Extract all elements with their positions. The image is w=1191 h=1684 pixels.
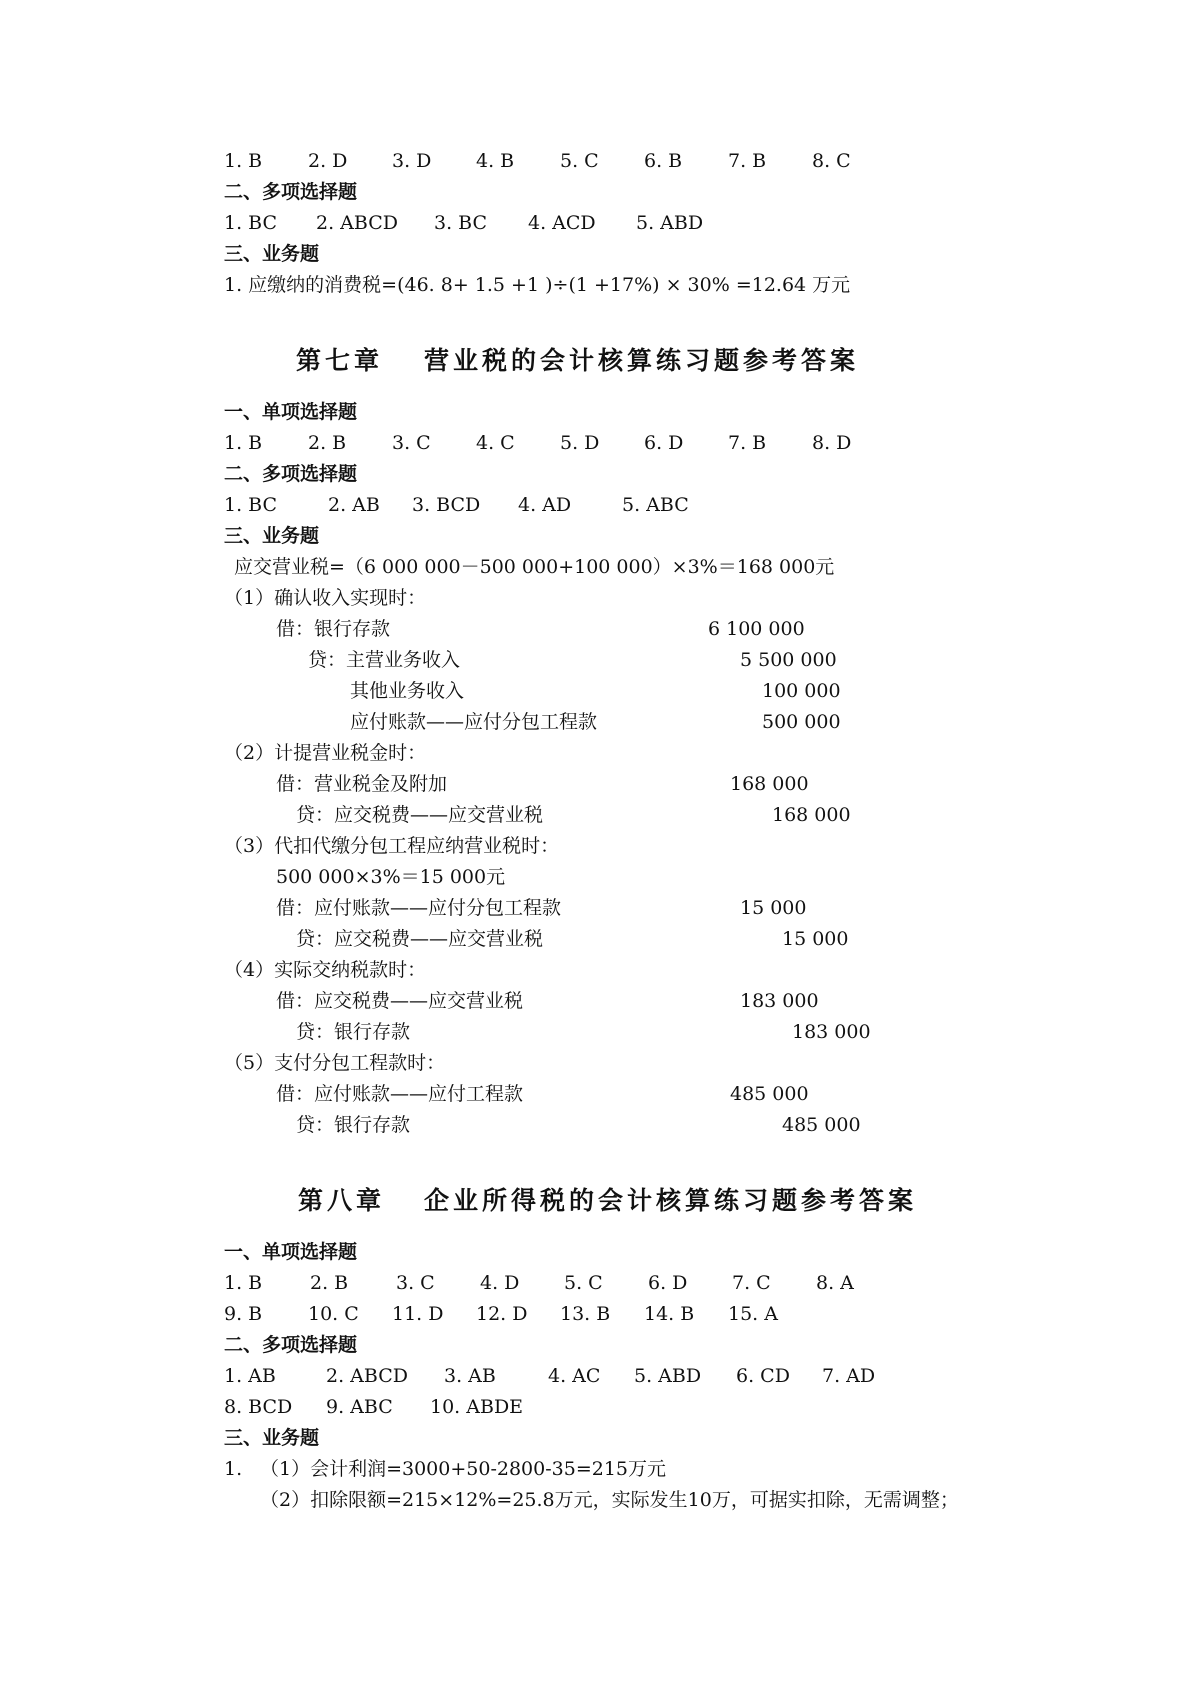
- multi-choice-answers: [0, 1361, 1191, 1391]
- single-choice-answers: [0, 428, 1191, 458]
- answer-item: 2. B: [308, 432, 347, 454]
- journal-entry-credit: 贷：银行存款 485 000: [0, 1110, 1191, 1140]
- answer-item: 1. BC: [224, 494, 278, 516]
- deduction-limit: （2）扣除限额=215×12%=25.8万元，实际发生10万，可据实扣除，无需调整；: [260, 1489, 959, 1511]
- amount: 6 100 000: [708, 618, 805, 640]
- answer-item: 4. C: [476, 432, 515, 454]
- consumption-tax-formula: 1. 应缴纳的消费税=(46. 8+ 1.5 +1 )÷(1 +17%) × 30% =12.64 万元: [224, 274, 851, 296]
- answer-item: 8. BCD: [224, 1396, 293, 1418]
- journal-entry-debit: 借：应付账款——应付分包工程款 15 000: [0, 893, 1191, 923]
- answer-item: 6. D: [648, 1272, 688, 1294]
- answer-item: 8. C: [812, 150, 851, 172]
- journal-entry-credit: 应付账款——应付分包工程款 500 000: [0, 707, 1191, 737]
- answer-item: 3. C: [392, 432, 431, 454]
- step-heading: （2）计提营业税金时：: [224, 742, 427, 764]
- journal-entry-credit: 贷：应交税费——应交营业税 15 000: [0, 924, 1191, 954]
- business-question: [0, 1485, 1191, 1515]
- multi-choice-answers-prev: [0, 208, 1191, 238]
- section-heading: 一、单项选择题: [224, 1241, 358, 1263]
- answer-item: 4. D: [480, 1272, 520, 1294]
- section-heading: 三、业务题: [224, 243, 320, 265]
- step-heading: （3）代扣代缴分包工程应纳营业税时：: [224, 835, 560, 857]
- amount: 168 000: [730, 773, 809, 795]
- answer-item: 5. ABD: [636, 212, 704, 234]
- answer-item: 1. AB: [224, 1365, 276, 1387]
- amount: 15 000: [782, 928, 849, 950]
- answer-item: 8. D: [812, 432, 852, 454]
- answer-item: 3. BC: [434, 212, 488, 234]
- answer-item: 9. ABC: [326, 1396, 393, 1418]
- multi-choice-answers: [0, 1392, 1191, 1422]
- answer-item: 6. CD: [736, 1365, 790, 1387]
- answer-item: 2. AB: [328, 494, 380, 516]
- chapter-title: 营业税的会计核算练习题参考答案: [424, 346, 860, 375]
- question-number: 1.: [224, 1458, 243, 1480]
- answer-item: 5. C: [564, 1272, 603, 1294]
- journal-entry-credit: 其他业务收入 100 000: [0, 676, 1191, 706]
- amount: 5 500 000: [740, 649, 837, 671]
- step-heading: （4）实际交纳税款时：: [224, 959, 427, 981]
- single-choice-answers: [0, 1268, 1191, 1298]
- answer-item: 7. B: [728, 150, 767, 172]
- answer-item: 14. B: [644, 1303, 695, 1325]
- amount: 15 000: [740, 897, 807, 919]
- business-question: [0, 1454, 1191, 1484]
- answer-item: 3. C: [396, 1272, 435, 1294]
- answer-item: 4. AD: [518, 494, 572, 516]
- answer-item: 6. B: [644, 150, 683, 172]
- accounting-profit: （1）会计利润=3000+50-2800-35=215万元: [260, 1458, 667, 1480]
- answer-item: 2. ABCD: [316, 212, 398, 234]
- section-heading: 二、多项选择题: [224, 1334, 358, 1356]
- answer-item: 3. D: [392, 150, 432, 172]
- section-heading: 三、业务题: [224, 525, 320, 547]
- answer-item: 6. D: [644, 432, 684, 454]
- answer-item: 8. A: [816, 1272, 854, 1294]
- answer-item: 3. AB: [444, 1365, 496, 1387]
- answer-item: 2. B: [310, 1272, 349, 1294]
- answer-item: 4. AC: [548, 1365, 601, 1387]
- answer-item: 2. D: [308, 150, 348, 172]
- answer-item: 10. ABDE: [430, 1396, 524, 1418]
- answer-item: 7. AD: [822, 1365, 876, 1387]
- business-tax-formula: 应交营业税=（6 000 000－500 000+100 000）×3%＝168 000元: [234, 556, 835, 578]
- section-heading: 三、业务题: [224, 1427, 320, 1449]
- journal-entry-debit: 借：营业税金及附加 168 000: [0, 769, 1191, 799]
- amount: 168 000: [772, 804, 851, 826]
- chapter-number: 第七章: [296, 346, 384, 375]
- answer-item: 5. C: [560, 150, 599, 172]
- amount: 500 000: [762, 711, 841, 733]
- answer-item: 1. B: [224, 150, 263, 172]
- answer-item: 5. ABD: [634, 1365, 702, 1387]
- answer-item: 4. B: [476, 150, 515, 172]
- journal-entry-credit: 贷：银行存款 183 000: [0, 1017, 1191, 1047]
- step-heading: （1）确认收入实现时：: [224, 587, 427, 609]
- answer-item: 3. BCD: [412, 494, 481, 516]
- journal-entry-credit: 贷：应交税费——应交营业税 168 000: [0, 800, 1191, 830]
- answer-item: 7. C: [732, 1272, 771, 1294]
- answer-item: 11. D: [392, 1303, 444, 1325]
- answer-item: 2. ABCD: [326, 1365, 408, 1387]
- section-heading: 二、多项选择题: [224, 181, 358, 203]
- single-choice-answers: [0, 1299, 1191, 1329]
- amount: 485 000: [782, 1114, 861, 1136]
- section-heading: 二、多项选择题: [224, 463, 358, 485]
- answer-item: 7. B: [728, 432, 767, 454]
- answer-item: 1. B: [224, 432, 263, 454]
- chapter-title: 企业所得税的会计核算练习题参考答案: [424, 1186, 918, 1215]
- amount: 485 000: [730, 1083, 809, 1105]
- section-heading: 一、单项选择题: [224, 401, 358, 423]
- answer-item: 1. BC: [224, 212, 278, 234]
- answer-item: 13. B: [560, 1303, 611, 1325]
- answer-item: 4. ACD: [528, 212, 596, 234]
- answer-item: 12. D: [476, 1303, 528, 1325]
- amount: 100 000: [762, 680, 841, 702]
- calculation-line: 500 000×3%＝15 000元: [276, 866, 506, 888]
- multi-choice-answers: [0, 490, 1191, 520]
- answer-item: 5. D: [560, 432, 600, 454]
- amount: 183 000: [740, 990, 819, 1012]
- journal-entry-credit: 贷：主营业务收入 5 500 000: [0, 645, 1191, 675]
- journal-entry-debit: 借：应交税费——应交营业税 183 000: [0, 986, 1191, 1016]
- chapter-number: 第八章: [298, 1186, 386, 1215]
- answer-item: 10. C: [308, 1303, 359, 1325]
- step-heading: （5）支付分包工程款时：: [224, 1052, 446, 1074]
- business-line: [0, 270, 1191, 300]
- journal-entry-debit: 借：应付账款——应付工程款 485 000: [0, 1079, 1191, 1109]
- answer-item: 9. B: [224, 1303, 263, 1325]
- journal-entry-debit: 借：银行存款 6 100 000: [0, 614, 1191, 644]
- answer-item: 5. ABC: [622, 494, 689, 516]
- answer-item: 1. B: [224, 1272, 263, 1294]
- single-choice-answers-prev: [0, 146, 1191, 176]
- answer-item: 15. A: [728, 1303, 778, 1325]
- amount: 183 000: [792, 1021, 871, 1043]
